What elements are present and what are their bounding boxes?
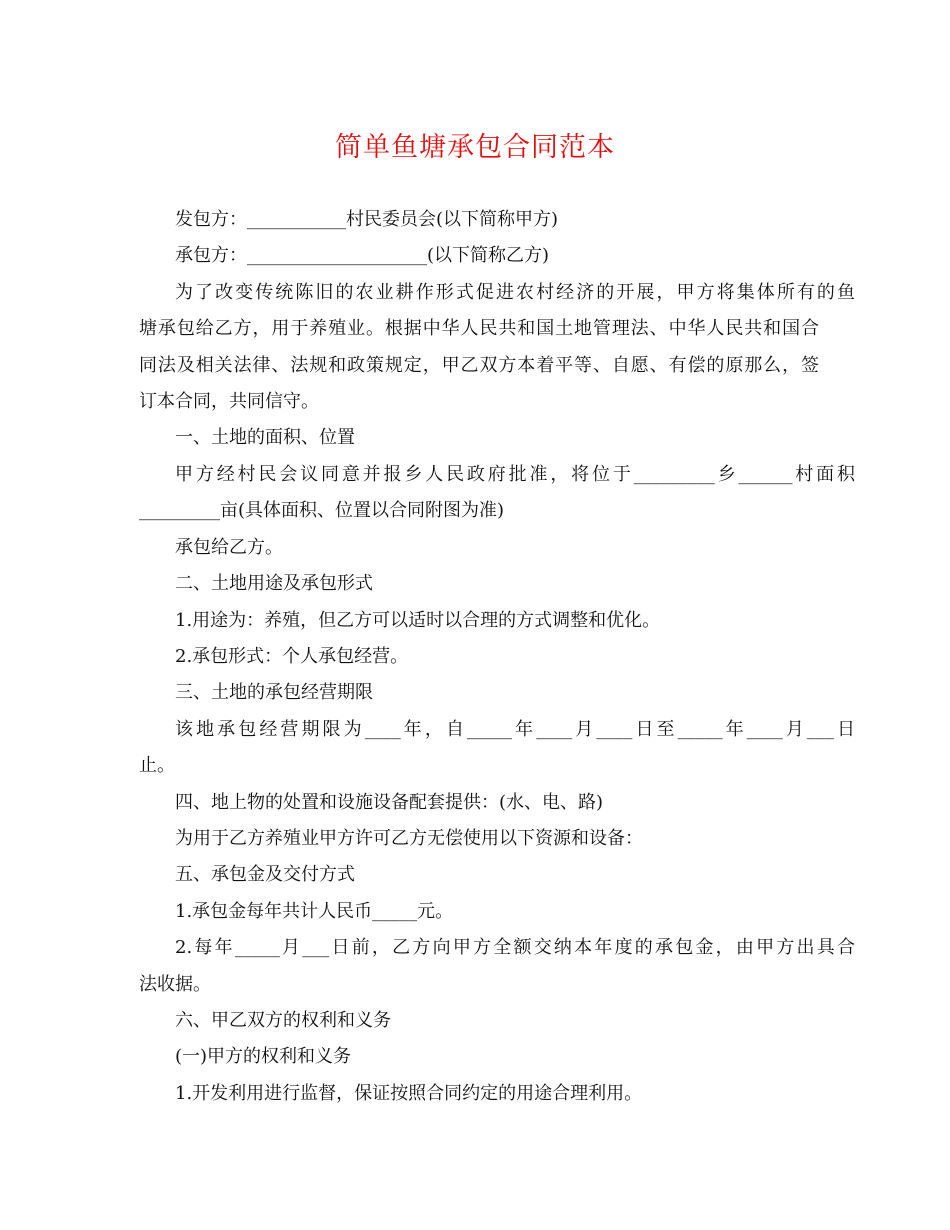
list-item: 2.承包形式：个人承包经营。 [175, 646, 409, 667]
document-title: 简单鱼塘承包合同范本 [335, 132, 615, 163]
list-item: 2.每年_____月___日前，乙方向甲方全额交纳本年度的承包金，由甲方出具合 [175, 937, 855, 958]
paragraph-line: 订本合同，共同信守。 [139, 391, 319, 412]
paragraph-line: 该地承包经营期限为____年，自_____年____月____日至_____年____月___日 [175, 719, 855, 740]
paragraph-line: 止。 [139, 755, 175, 776]
subsection-heading: (一)甲方的权利和义务 [175, 1046, 352, 1067]
list-item: 1.用途为：养殖，但乙方可以适时以合理的方式调整和优化。 [175, 610, 661, 631]
paragraph-line: 承包给乙方。 [175, 537, 283, 558]
paragraph-line: 同法及相关法律、法规和政策规定，甲乙双方本着平等、自愿、有偿的原那么，签 [139, 355, 819, 376]
list-item: 1.开发利用进行监督，保证按照合同约定的用途合理利用。 [175, 1083, 643, 1104]
section-heading: 四、地上物的处置和设施设备配套提供：(水、电、路) [175, 792, 604, 813]
paragraph-line: 甲方经村民会议同意并报乡人民政府批准，将位于_________乡______村面积 [175, 464, 855, 485]
paragraph-line: 法收据。 [139, 974, 211, 995]
section-heading: 一、土地的面积、位置 [175, 427, 355, 448]
section-heading: 五、承包金及交付方式 [175, 864, 355, 885]
party-b-line: 承包方：____________________(以下简称乙方) [175, 245, 550, 266]
section-heading: 三、土地的承包经营期限 [175, 682, 373, 703]
section-heading: 二、土地用途及承包形式 [175, 573, 373, 594]
section-heading: 六、甲乙双方的权利和义务 [175, 1010, 391, 1031]
party-a-line: 发包方：___________村民委员会(以下简称甲方) [175, 209, 559, 230]
list-item: 1.承包金每年共计人民币_____元。 [175, 901, 454, 922]
paragraph-line: _________亩(具体面积、位置以合同附图为准) [139, 500, 505, 521]
paragraph-line: 塘承包给乙方，用于养殖业。根据中华人民共和国土地管理法、中华人民共和国合 [139, 318, 819, 339]
paragraph-line: 为了改变传统陈旧的农业耕作形式促进农村经济的开展，甲方将集体所有的鱼 [175, 282, 855, 303]
paragraph-line: 为用于乙方养殖业甲方许可乙方无偿使用以下资源和设备： [175, 828, 643, 849]
